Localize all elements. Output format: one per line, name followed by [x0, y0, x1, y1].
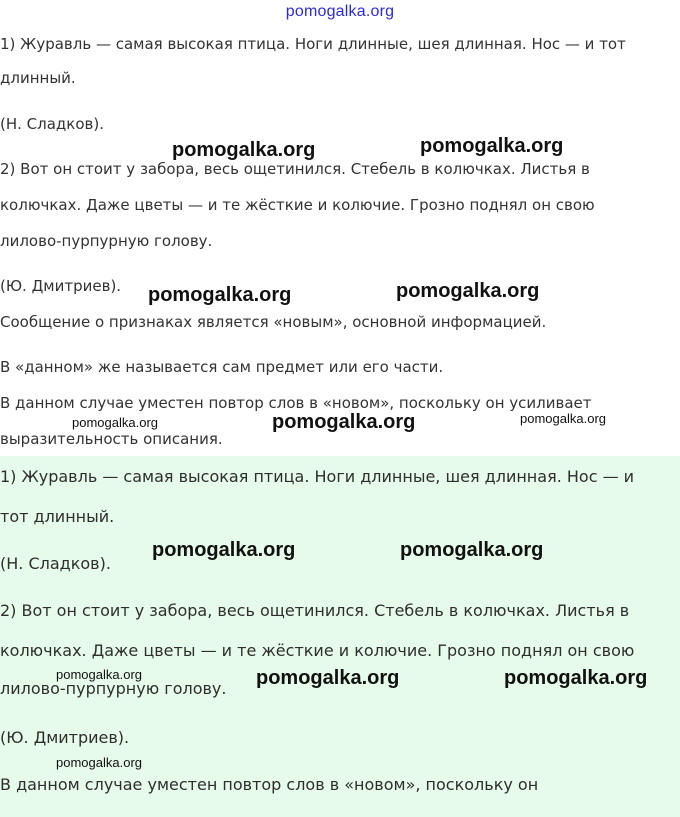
paragraph-line: 1) Журавль — самая высокая птица. Ноги длинные, шея длинная. Нос — и тот	[0, 35, 626, 53]
paragraph-line: 2) Вот он стоит у забора, весь ощетинился. Стебель в колючках. Листья в	[0, 160, 590, 178]
watermark: pomogalka.org	[504, 667, 648, 689]
watermark: pomogalka.org	[520, 411, 606, 426]
explanation-line: Сообщение о признаках является «новым», основной информацией.	[0, 313, 547, 331]
paragraph-line: колючках. Даже цветы — и те жёсткие и колючие. Грозно поднял он свою	[0, 641, 635, 660]
watermark: pomogalka.org	[148, 284, 292, 306]
paragraph-line: длинный.	[0, 69, 76, 87]
paragraph-line: 1) Журавль — самая высокая птица. Ноги длинные, шея длинная. Нос — и	[0, 467, 635, 486]
watermark: pomogalka.org	[256, 667, 400, 689]
author-attribution: (Н. Сладков).	[0, 554, 111, 573]
paragraph-line: тот длинный.	[0, 507, 115, 526]
author-attribution: (Ю. Дмитриев).	[0, 277, 122, 295]
watermark: pomogalka.org	[396, 280, 540, 302]
paragraph-line: лилово-пурпурную голову.	[0, 679, 227, 698]
explanation-line: В данном случае уместен повтор слов в «новом», поскольку он усиливает	[0, 394, 592, 412]
site-link[interactable]: pomogalka.org	[285, 3, 395, 20]
paragraph-line: колючках. Даже цветы — и те жёсткие и колючие. Грозно поднял он свою	[0, 196, 595, 214]
watermark: pomogalka.org	[56, 755, 142, 770]
paragraph-line: лилово-пурпурную голову.	[0, 232, 213, 250]
watermark: pomogalka.org	[56, 667, 142, 682]
watermark: pomogalka.org	[400, 539, 544, 561]
explanation-line: В «данном» же называется сам предмет или его части.	[0, 358, 444, 376]
explanation-line: выразительность описания.	[0, 430, 223, 448]
site-header	[0, 0, 680, 24]
watermark: pomogalka.org	[72, 415, 158, 430]
watermark: pomogalka.org	[272, 411, 416, 433]
author-attribution: (Н. Сладков).	[0, 115, 104, 133]
author-attribution: (Ю. Дмитриев).	[0, 728, 130, 747]
paragraph-line: 2) Вот он стоит у забора, весь ощетинился. Стебель в колючках. Листья в	[0, 601, 630, 620]
watermark: pomogalka.org	[152, 539, 296, 561]
explanation-line: В данном случае уместен повтор слов в «новом», поскольку он	[0, 775, 539, 794]
watermark: pomogalka.org	[172, 139, 316, 161]
watermark: pomogalka.org	[420, 135, 564, 157]
